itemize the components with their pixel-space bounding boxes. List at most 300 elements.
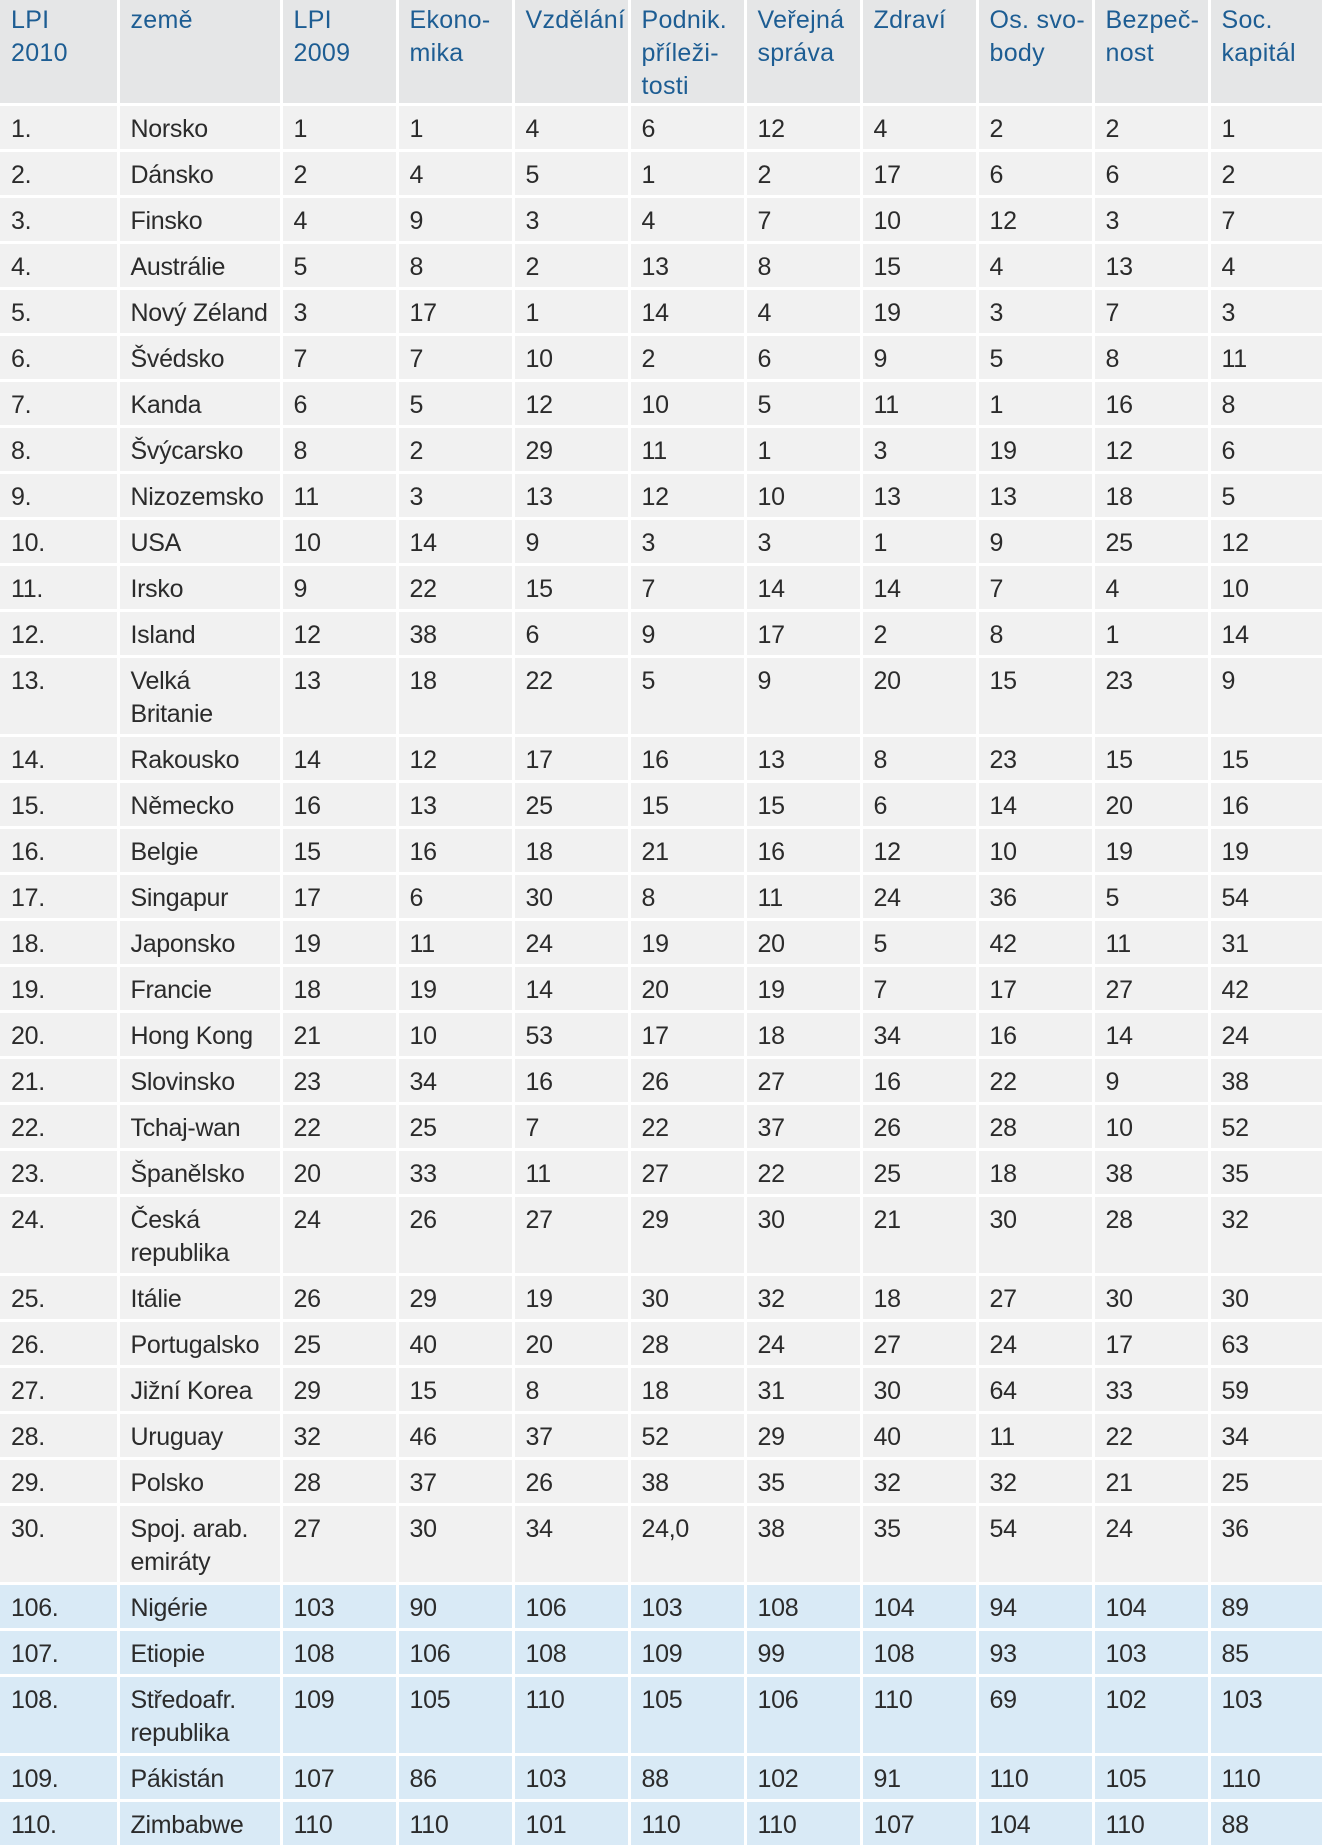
- cell-education: 103: [513, 1755, 629, 1801]
- cell-rank-2010: 14.: [0, 736, 118, 782]
- cell-entrepreneurship: 29: [629, 1196, 745, 1275]
- cell-economy: 17: [397, 289, 513, 335]
- table-row: [0, 1630, 1322, 1676]
- cell-economy: 18: [397, 657, 513, 736]
- cell-social-capital: 85: [1209, 1630, 1322, 1676]
- cell-education: 14: [513, 966, 629, 1012]
- cell-entrepreneurship: 17: [629, 1012, 745, 1058]
- cell-education: 1: [513, 289, 629, 335]
- cell-country: Slovinsko: [118, 1058, 281, 1104]
- cell-health: 26: [861, 1104, 977, 1150]
- cell-safety: 25: [1093, 519, 1209, 565]
- cell-governance: 32: [745, 1275, 861, 1321]
- cell-lpi-2009: 18: [281, 966, 397, 1012]
- cell-rank-2010: 13.: [0, 657, 118, 736]
- table-row: [0, 920, 1322, 966]
- cell-rank-2010: 25.: [0, 1275, 118, 1321]
- table-row: [0, 657, 1322, 736]
- cell-lpi-2009: 7: [281, 335, 397, 381]
- cell-lpi-2009: 23: [281, 1058, 397, 1104]
- header-personal-freedom: Os. svo- body: [977, 0, 1093, 105]
- cell-lpi-2009: 26: [281, 1275, 397, 1321]
- cell-education: 29: [513, 427, 629, 473]
- table-row: [0, 1413, 1322, 1459]
- cell-personal-freedom: 32: [977, 1459, 1093, 1505]
- cell-country: Švýcarsko: [118, 427, 281, 473]
- cell-health: 32: [861, 1459, 977, 1505]
- cell-social-capital: 59: [1209, 1367, 1322, 1413]
- cell-entrepreneurship: 5: [629, 657, 745, 736]
- cell-country: Nový Zéland: [118, 289, 281, 335]
- cell-health: 16: [861, 1058, 977, 1104]
- table-row: [0, 1012, 1322, 1058]
- cell-education: 15: [513, 565, 629, 611]
- table-row: [0, 289, 1322, 335]
- cell-safety: 23: [1093, 657, 1209, 736]
- cell-health: 10: [861, 197, 977, 243]
- cell-lpi-2009: 10: [281, 519, 397, 565]
- cell-entrepreneurship: 8: [629, 874, 745, 920]
- cell-social-capital: 8: [1209, 381, 1322, 427]
- cell-education: 27: [513, 1196, 629, 1275]
- cell-health: 91: [861, 1755, 977, 1801]
- cell-entrepreneurship: 26: [629, 1058, 745, 1104]
- cell-health: 30: [861, 1367, 977, 1413]
- cell-governance: 35: [745, 1459, 861, 1505]
- cell-economy: 10: [397, 1012, 513, 1058]
- cell-education: 106: [513, 1584, 629, 1630]
- cell-governance: 99: [745, 1630, 861, 1676]
- cell-rank-2010: 16.: [0, 828, 118, 874]
- cell-entrepreneurship: 52: [629, 1413, 745, 1459]
- cell-education: 17: [513, 736, 629, 782]
- cell-personal-freedom: 93: [977, 1630, 1093, 1676]
- cell-country: Nizozemsko: [118, 473, 281, 519]
- cell-lpi-2009: 107: [281, 1755, 397, 1801]
- cell-rank-2010: 1.: [0, 105, 118, 151]
- cell-personal-freedom: 54: [977, 1505, 1093, 1584]
- cell-safety: 24: [1093, 1505, 1209, 1584]
- cell-personal-freedom: 30: [977, 1196, 1093, 1275]
- cell-rank-2010: 11.: [0, 565, 118, 611]
- cell-social-capital: 6: [1209, 427, 1322, 473]
- cell-social-capital: 16: [1209, 782, 1322, 828]
- cell-personal-freedom: 2: [977, 105, 1093, 151]
- cell-education: 34: [513, 1505, 629, 1584]
- cell-country: Velká Britanie: [118, 657, 281, 736]
- cell-economy: 33: [397, 1150, 513, 1196]
- cell-country: Belgie: [118, 828, 281, 874]
- cell-entrepreneurship: 2: [629, 335, 745, 381]
- cell-governance: 7: [745, 197, 861, 243]
- cell-governance: 102: [745, 1755, 861, 1801]
- cell-personal-freedom: 104: [977, 1801, 1093, 1847]
- cell-health: 40: [861, 1413, 977, 1459]
- cell-country: Rakousko: [118, 736, 281, 782]
- cell-education: 6: [513, 611, 629, 657]
- cell-governance: 37: [745, 1104, 861, 1150]
- cell-entrepreneurship: 19: [629, 920, 745, 966]
- cell-rank-2010: 108.: [0, 1676, 118, 1755]
- cell-health: 8: [861, 736, 977, 782]
- cell-rank-2010: 19.: [0, 966, 118, 1012]
- table-row: [0, 1459, 1322, 1505]
- cell-safety: 38: [1093, 1150, 1209, 1196]
- header-social-capital: Soc. kapitál: [1209, 0, 1322, 105]
- cell-social-capital: 19: [1209, 828, 1322, 874]
- cell-rank-2010: 18.: [0, 920, 118, 966]
- table-row: [0, 243, 1322, 289]
- cell-country: Itálie: [118, 1275, 281, 1321]
- cell-governance: 17: [745, 611, 861, 657]
- table-row: [0, 519, 1322, 565]
- cell-rank-2010: 7.: [0, 381, 118, 427]
- table-row: [0, 1150, 1322, 1196]
- cell-personal-freedom: 12: [977, 197, 1093, 243]
- cell-country: Zimbabwe: [118, 1801, 281, 1847]
- cell-education: 7: [513, 1104, 629, 1150]
- cell-rank-2010: 6.: [0, 335, 118, 381]
- cell-safety: 7: [1093, 289, 1209, 335]
- cell-rank-2010: 23.: [0, 1150, 118, 1196]
- cell-safety: 28: [1093, 1196, 1209, 1275]
- table-row: [0, 828, 1322, 874]
- cell-education: 22: [513, 657, 629, 736]
- cell-education: 101: [513, 1801, 629, 1847]
- cell-education: 26: [513, 1459, 629, 1505]
- cell-lpi-2009: 21: [281, 1012, 397, 1058]
- cell-social-capital: 103: [1209, 1676, 1322, 1755]
- cell-social-capital: 36: [1209, 1505, 1322, 1584]
- cell-rank-2010: 20.: [0, 1012, 118, 1058]
- cell-education: 10: [513, 335, 629, 381]
- cell-personal-freedom: 42: [977, 920, 1093, 966]
- cell-governance: 2: [745, 151, 861, 197]
- table-row: [0, 335, 1322, 381]
- header-economy: Ekono- mika: [397, 0, 513, 105]
- cell-safety: 27: [1093, 966, 1209, 1012]
- cell-social-capital: 4: [1209, 243, 1322, 289]
- header-health: Zdraví: [861, 0, 977, 105]
- cell-safety: 17: [1093, 1321, 1209, 1367]
- cell-governance: 110: [745, 1801, 861, 1847]
- cell-health: 34: [861, 1012, 977, 1058]
- cell-lpi-2009: 17: [281, 874, 397, 920]
- cell-personal-freedom: 27: [977, 1275, 1093, 1321]
- cell-governance: 9: [745, 657, 861, 736]
- cell-lpi-2009: 15: [281, 828, 397, 874]
- cell-rank-2010: 106.: [0, 1584, 118, 1630]
- cell-lpi-2009: 1: [281, 105, 397, 151]
- cell-education: 53: [513, 1012, 629, 1058]
- cell-economy: 2: [397, 427, 513, 473]
- cell-lpi-2009: 24: [281, 1196, 397, 1275]
- table-row: [0, 1367, 1322, 1413]
- cell-governance: 14: [745, 565, 861, 611]
- cell-safety: 110: [1093, 1801, 1209, 1847]
- cell-country: Finsko: [118, 197, 281, 243]
- cell-country: Středoafr. republika: [118, 1676, 281, 1755]
- cell-education: 37: [513, 1413, 629, 1459]
- header-governance: Veřejná správa: [745, 0, 861, 105]
- cell-health: 12: [861, 828, 977, 874]
- cell-health: 6: [861, 782, 977, 828]
- cell-country: Singapur: [118, 874, 281, 920]
- cell-rank-2010: 26.: [0, 1321, 118, 1367]
- cell-personal-freedom: 14: [977, 782, 1093, 828]
- cell-social-capital: 88: [1209, 1801, 1322, 1847]
- cell-safety: 20: [1093, 782, 1209, 828]
- cell-rank-2010: 17.: [0, 874, 118, 920]
- cell-entrepreneurship: 110: [629, 1801, 745, 1847]
- cell-rank-2010: 29.: [0, 1459, 118, 1505]
- header-safety: Bezpeč- nost: [1093, 0, 1209, 105]
- cell-lpi-2009: 27: [281, 1505, 397, 1584]
- cell-personal-freedom: 64: [977, 1367, 1093, 1413]
- cell-safety: 15: [1093, 736, 1209, 782]
- cell-lpi-2009: 19: [281, 920, 397, 966]
- header-entrepreneurship: Podnik. příleži- tosti: [629, 0, 745, 105]
- cell-economy: 5: [397, 381, 513, 427]
- cell-lpi-2009: 9: [281, 565, 397, 611]
- cell-education: 30: [513, 874, 629, 920]
- cell-personal-freedom: 24: [977, 1321, 1093, 1367]
- cell-entrepreneurship: 30: [629, 1275, 745, 1321]
- cell-health: 27: [861, 1321, 977, 1367]
- cell-rank-2010: 9.: [0, 473, 118, 519]
- cell-economy: 4: [397, 151, 513, 197]
- cell-lpi-2009: 103: [281, 1584, 397, 1630]
- cell-health: 7: [861, 966, 977, 1012]
- cell-education: 9: [513, 519, 629, 565]
- cell-rank-2010: 12.: [0, 611, 118, 657]
- cell-economy: 105: [397, 1676, 513, 1755]
- cell-country: Irsko: [118, 565, 281, 611]
- cell-safety: 30: [1093, 1275, 1209, 1321]
- cell-economy: 6: [397, 874, 513, 920]
- cell-entrepreneurship: 22: [629, 1104, 745, 1150]
- cell-personal-freedom: 16: [977, 1012, 1093, 1058]
- cell-health: 3: [861, 427, 977, 473]
- cell-education: 8: [513, 1367, 629, 1413]
- cell-health: 13: [861, 473, 977, 519]
- cell-social-capital: 42: [1209, 966, 1322, 1012]
- cell-governance: 108: [745, 1584, 861, 1630]
- cell-rank-2010: 109.: [0, 1755, 118, 1801]
- cell-education: 5: [513, 151, 629, 197]
- cell-personal-freedom: 18: [977, 1150, 1093, 1196]
- cell-health: 104: [861, 1584, 977, 1630]
- cell-safety: 14: [1093, 1012, 1209, 1058]
- cell-social-capital: 14: [1209, 611, 1322, 657]
- cell-economy: 26: [397, 1196, 513, 1275]
- cell-entrepreneurship: 105: [629, 1676, 745, 1755]
- cell-education: 25: [513, 782, 629, 828]
- cell-rank-2010: 107.: [0, 1630, 118, 1676]
- cell-education: 4: [513, 105, 629, 151]
- cell-social-capital: 54: [1209, 874, 1322, 920]
- cell-social-capital: 11: [1209, 335, 1322, 381]
- cell-economy: 25: [397, 1104, 513, 1150]
- cell-personal-freedom: 7: [977, 565, 1093, 611]
- table-row: [0, 1104, 1322, 1150]
- cell-rank-2010: 2.: [0, 151, 118, 197]
- cell-social-capital: 34: [1209, 1413, 1322, 1459]
- cell-entrepreneurship: 103: [629, 1584, 745, 1630]
- cell-lpi-2009: 32: [281, 1413, 397, 1459]
- cell-social-capital: 63: [1209, 1321, 1322, 1367]
- header-country: země: [118, 0, 281, 105]
- cell-social-capital: 52: [1209, 1104, 1322, 1150]
- cell-personal-freedom: 11: [977, 1413, 1093, 1459]
- cell-safety: 22: [1093, 1413, 1209, 1459]
- cell-personal-freedom: 10: [977, 828, 1093, 874]
- cell-governance: 19: [745, 966, 861, 1012]
- cell-entrepreneurship: 27: [629, 1150, 745, 1196]
- cell-education: 108: [513, 1630, 629, 1676]
- cell-education: 13: [513, 473, 629, 519]
- cell-economy: 11: [397, 920, 513, 966]
- cell-country: Polsko: [118, 1459, 281, 1505]
- cell-rank-2010: 30.: [0, 1505, 118, 1584]
- table-row: [0, 1584, 1322, 1630]
- cell-personal-freedom: 28: [977, 1104, 1093, 1150]
- cell-social-capital: 2: [1209, 151, 1322, 197]
- cell-safety: 1: [1093, 611, 1209, 657]
- cell-safety: 3: [1093, 197, 1209, 243]
- table-row: [0, 1275, 1322, 1321]
- cell-country: Uruguay: [118, 1413, 281, 1459]
- cell-education: 18: [513, 828, 629, 874]
- cell-entrepreneurship: 24,0: [629, 1505, 745, 1584]
- cell-health: 110: [861, 1676, 977, 1755]
- cell-rank-2010: 5.: [0, 289, 118, 335]
- table-row: [0, 105, 1322, 151]
- cell-entrepreneurship: 20: [629, 966, 745, 1012]
- cell-personal-freedom: 69: [977, 1676, 1093, 1755]
- table-row: [0, 1505, 1322, 1584]
- cell-health: 15: [861, 243, 977, 289]
- cell-entrepreneurship: 21: [629, 828, 745, 874]
- cell-entrepreneurship: 12: [629, 473, 745, 519]
- cell-entrepreneurship: 18: [629, 1367, 745, 1413]
- cell-country: Hong Kong: [118, 1012, 281, 1058]
- cell-health: 18: [861, 1275, 977, 1321]
- cell-governance: 16: [745, 828, 861, 874]
- cell-country: Dánsko: [118, 151, 281, 197]
- cell-governance: 1: [745, 427, 861, 473]
- header-lpi-2009: LPI 2009: [281, 0, 397, 105]
- cell-entrepreneurship: 7: [629, 565, 745, 611]
- cell-health: 24: [861, 874, 977, 920]
- table-row: [0, 427, 1322, 473]
- cell-personal-freedom: 15: [977, 657, 1093, 736]
- cell-entrepreneurship: 9: [629, 611, 745, 657]
- cell-entrepreneurship: 10: [629, 381, 745, 427]
- cell-country: Norsko: [118, 105, 281, 151]
- cell-governance: 15: [745, 782, 861, 828]
- cell-economy: 30: [397, 1505, 513, 1584]
- cell-economy: 40: [397, 1321, 513, 1367]
- cell-safety: 6: [1093, 151, 1209, 197]
- cell-governance: 24: [745, 1321, 861, 1367]
- cell-country: Česká republika: [118, 1196, 281, 1275]
- cell-lpi-2009: 6: [281, 381, 397, 427]
- table-row: [0, 874, 1322, 920]
- cell-entrepreneurship: 14: [629, 289, 745, 335]
- cell-social-capital: 15: [1209, 736, 1322, 782]
- cell-rank-2010: 4.: [0, 243, 118, 289]
- table-header: [0, 0, 1322, 105]
- cell-health: 21: [861, 1196, 977, 1275]
- table-row: [0, 736, 1322, 782]
- cell-education: 2: [513, 243, 629, 289]
- cell-economy: 8: [397, 243, 513, 289]
- cell-rank-2010: 21.: [0, 1058, 118, 1104]
- cell-safety: 13: [1093, 243, 1209, 289]
- cell-safety: 103: [1093, 1630, 1209, 1676]
- cell-safety: 105: [1093, 1755, 1209, 1801]
- cell-economy: 22: [397, 565, 513, 611]
- cell-social-capital: 38: [1209, 1058, 1322, 1104]
- cell-social-capital: 12: [1209, 519, 1322, 565]
- cell-education: 12: [513, 381, 629, 427]
- table-row: [0, 197, 1322, 243]
- cell-governance: 12: [745, 105, 861, 151]
- cell-lpi-2009: 11: [281, 473, 397, 519]
- cell-education: 11: [513, 1150, 629, 1196]
- cell-economy: 90: [397, 1584, 513, 1630]
- cell-safety: 12: [1093, 427, 1209, 473]
- cell-health: 4: [861, 105, 977, 151]
- table-body: [0, 105, 1322, 1847]
- table-row: [0, 1196, 1322, 1275]
- cell-education: 24: [513, 920, 629, 966]
- cell-rank-2010: 10.: [0, 519, 118, 565]
- cell-health: 25: [861, 1150, 977, 1196]
- cell-country: USA: [118, 519, 281, 565]
- cell-lpi-2009: 20: [281, 1150, 397, 1196]
- cell-personal-freedom: 1: [977, 381, 1093, 427]
- cell-personal-freedom: 23: [977, 736, 1093, 782]
- cell-governance: 8: [745, 243, 861, 289]
- cell-entrepreneurship: 11: [629, 427, 745, 473]
- cell-rank-2010: 3.: [0, 197, 118, 243]
- cell-entrepreneurship: 88: [629, 1755, 745, 1801]
- cell-economy: 14: [397, 519, 513, 565]
- cell-health: 19: [861, 289, 977, 335]
- cell-country: Etiopie: [118, 1630, 281, 1676]
- cell-personal-freedom: 36: [977, 874, 1093, 920]
- cell-entrepreneurship: 1: [629, 151, 745, 197]
- cell-governance: 22: [745, 1150, 861, 1196]
- header-lpi-2010: LPI 2010: [0, 0, 118, 105]
- cell-country: Španělsko: [118, 1150, 281, 1196]
- cell-lpi-2009: 25: [281, 1321, 397, 1367]
- cell-economy: 9: [397, 197, 513, 243]
- cell-entrepreneurship: 13: [629, 243, 745, 289]
- cell-safety: 104: [1093, 1584, 1209, 1630]
- table-row: [0, 1755, 1322, 1801]
- cell-entrepreneurship: 38: [629, 1459, 745, 1505]
- table-row: [0, 565, 1322, 611]
- cell-education: 16: [513, 1058, 629, 1104]
- cell-economy: 29: [397, 1275, 513, 1321]
- cell-social-capital: 10: [1209, 565, 1322, 611]
- cell-health: 35: [861, 1505, 977, 1584]
- cell-economy: 110: [397, 1801, 513, 1847]
- cell-country: Portugalsko: [118, 1321, 281, 1367]
